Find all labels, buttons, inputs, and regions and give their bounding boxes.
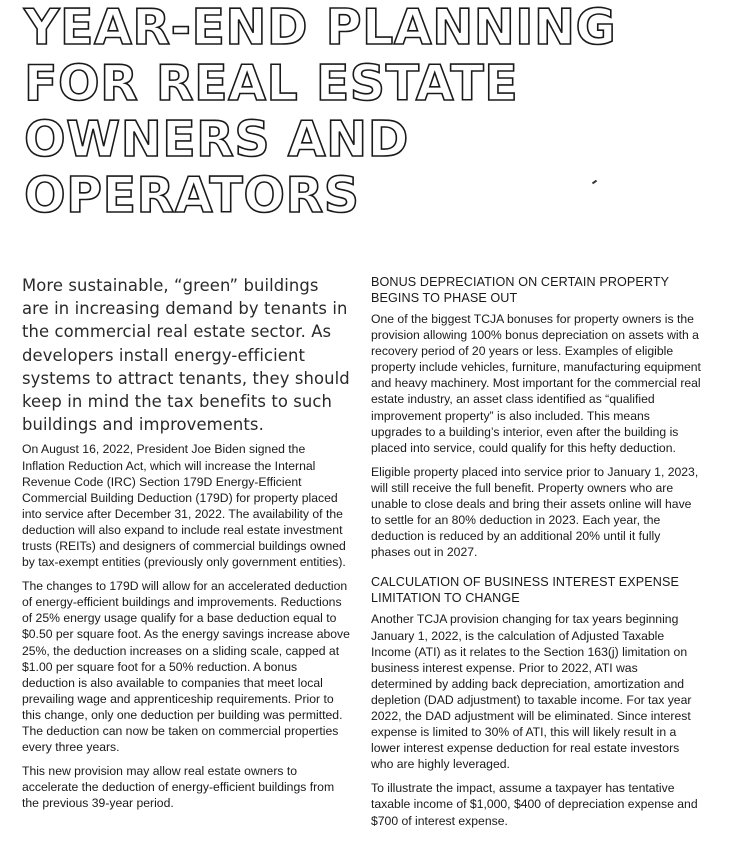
- body-paragraph: To illustrate the impact, assume a taxpayer has tentative taxable income of $1,000, $400 of depreciation expense and $700 of interest expense.: [371, 781, 698, 828]
- title-line: FOR REAL ESTATE: [24, 55, 519, 112]
- page-title: [24, 0, 624, 224]
- body-paragraph: Another TCJA provision changing for tax years beginning January 1, 2022, is the calculation of Adjusted Taxable Income (ATI) as it relates to the Section 163(j) limitation on business interest expense. Prior to 2022, ATI was determined by adding back depreciation, amortization and depletion (DAD adjustment) to taxable income. For tax year 2022, the DAD adjustment will be eliminated. Since interest expense is limited to 30% of ATI, this will likely result in a lower interest expense deduction for real estate investors who are highly leveraged.: [371, 612, 692, 772]
- body-paragraph: One of the biggest TCJA bonuses for property owners is the provision allowing 100% bonus depreciation on assets with a recovery period of 20 years or less. Examples of eligible property include vehicles, furniture, manufacturing equipment and heavy machinery. Most important for the commercial real estate industry, an asset class identified as “qualified improvement property” is also included. This means upgrades to a building’s interior, even after the building is placed into service, could qualify for this hefty deduction.: [371, 312, 701, 455]
- body-paragraph: The changes to 179D will allow for an accelerated deduction of energy-efficient buildings and improvements. Reductions of 25% energy usage qualify for a base deduction equal to $0.50 per square foot. As the energy savings increase above 25%, the deduction increases on a sliding scale, capped at $1.00 per square foot for a 50% reduction. A bonus deduction is also available to companies that meet local prevailing wage and apprenticeship requirements. Prior to this change, only one deduction per building was permitted. The deduction can now be taken on commercial properties every three years.: [22, 579, 350, 755]
- title-line: YEAR-END PLANNING: [24, 0, 617, 56]
- left-column: [22, 274, 350, 819]
- section-heading: CALCULATION OF BUSINESS INTEREST EXPENSE LIMITATION TO CHANGE: [371, 575, 679, 606]
- body-paragraph: This new provision may allow real estate owners to accelerate the deduction of energy-efficient buildings from the previous 39-year period.: [22, 764, 335, 811]
- lead-paragraph: More sustainable, “green” buildings are in increasing demand by tenants in the commercial real estate sector. As developers install energy-efficient systems to attract tenants, they should keep in mind the tax benefits to such buildings and improvements.: [22, 276, 350, 435]
- title-line: OPERATORS: [24, 167, 360, 224]
- body-paragraph: On August 16, 2022, President Joe Biden signed the Inflation Reduction Act, which will increase the Internal Revenue Code (IRC) Section 179D Energy-Efficient Commercial Building Deduction (179D) for property placed into service after December 31, 2022. The availability of the deduction will also expand to include real estate investment trusts (REITs) and designers of commercial buildings owned by tax-exempt entities (previously only government entities).: [22, 442, 346, 570]
- body-paragraph: Eligible property placed into service prior to January 1, 2023, will still receive the full benefit. Property owners who are unable to close deals and bring their assets online will have to settle for an 80% deduction in 2023. Each year, the deduction is reduced by an additional 20% until it fully phases out in 2027.: [371, 464, 699, 560]
- right-column: [371, 274, 701, 837]
- section-heading: BONUS DEPRECIATION ON CERTAIN PROPERTY BEGINS TO PHASE OUT: [371, 275, 669, 305]
- title-line: OWNERS AND: [24, 111, 409, 168]
